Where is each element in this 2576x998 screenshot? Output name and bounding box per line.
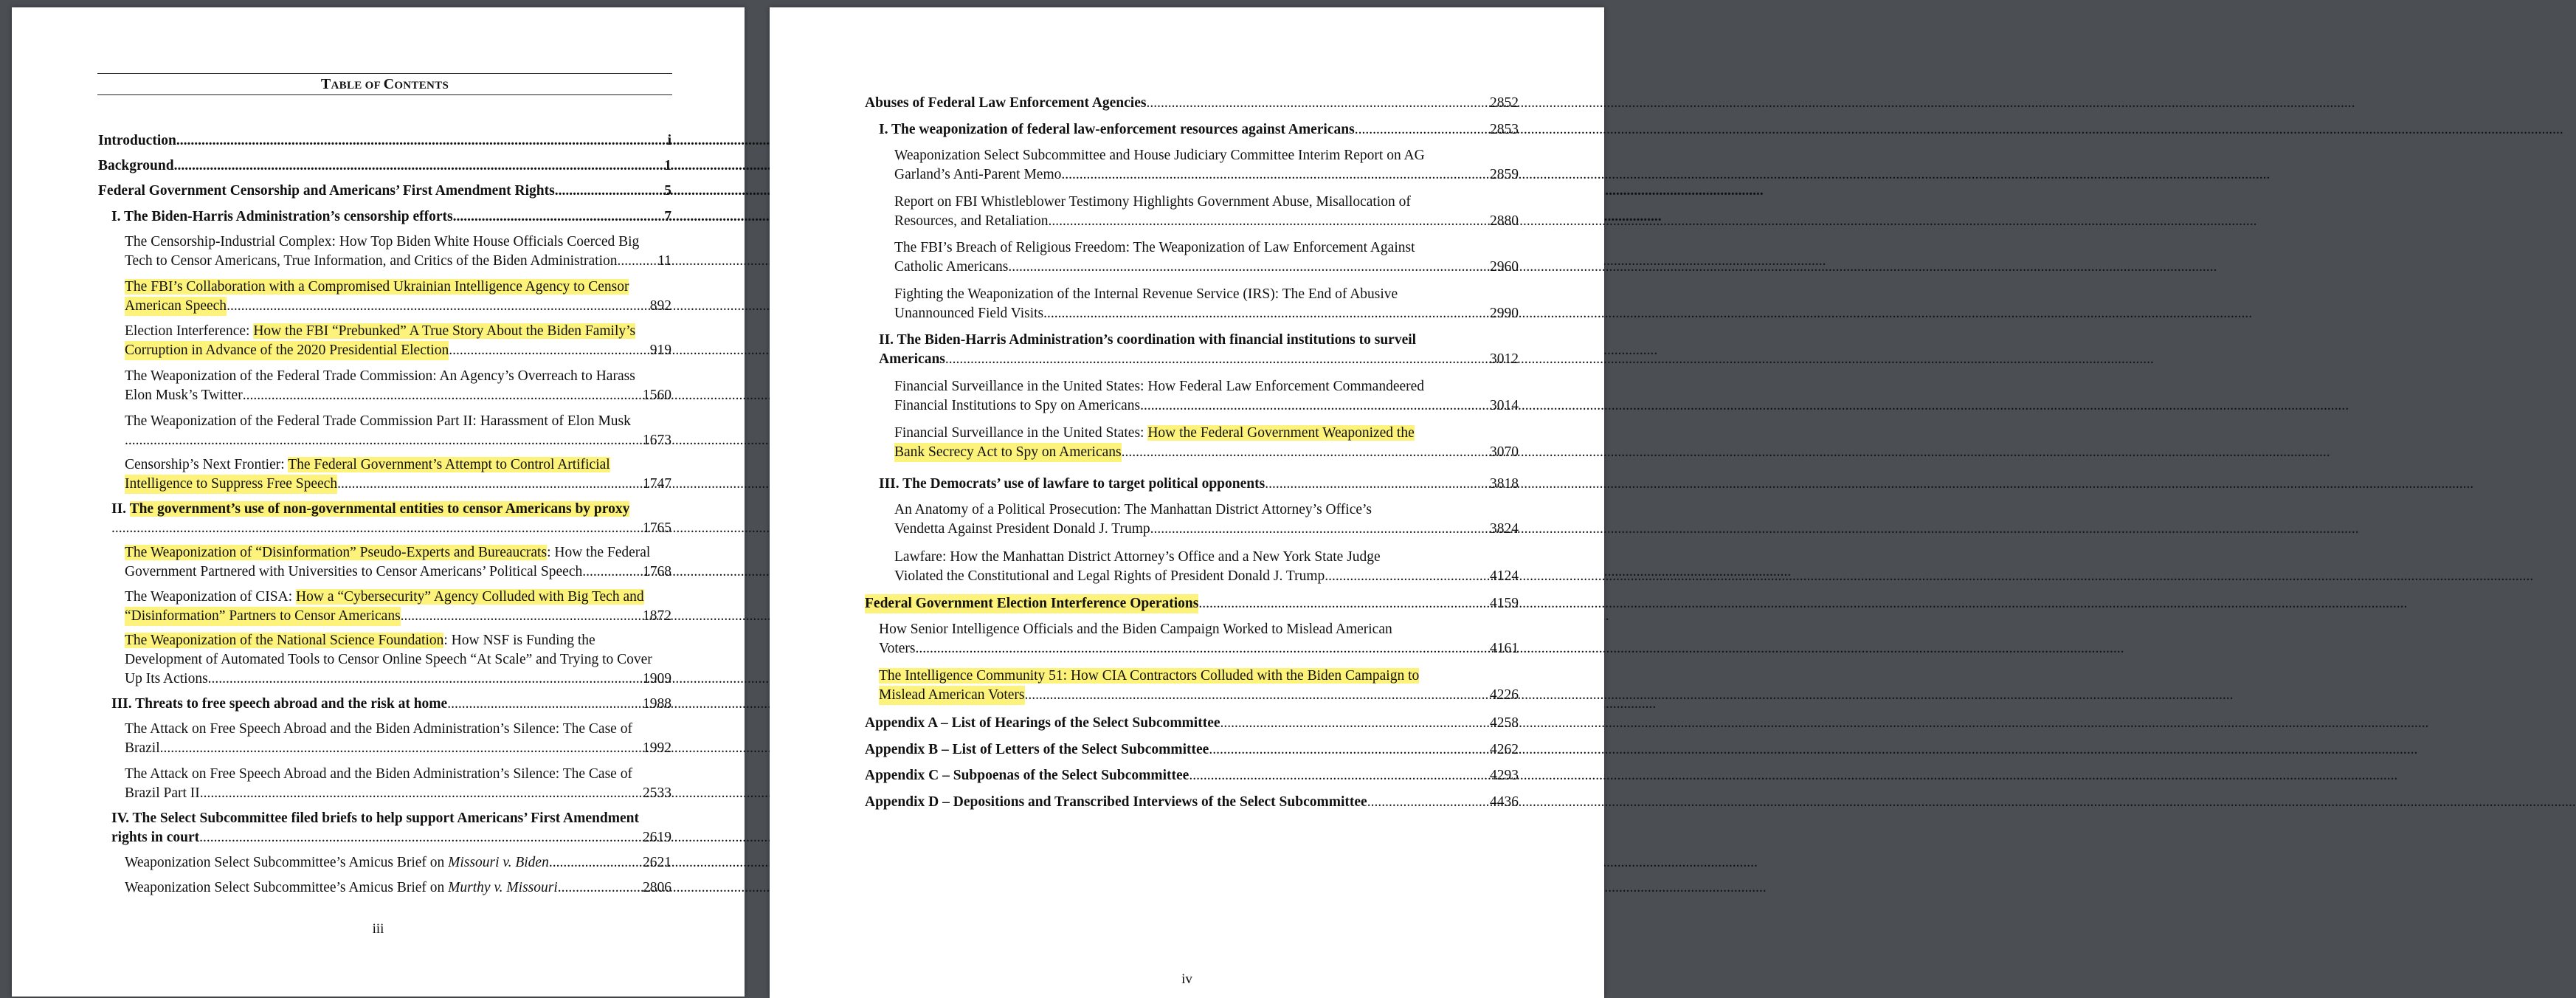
entry-title-line1: The Censorship-Industrial Complex: How Top Biden White House Officials Coerced Big <box>125 234 640 250</box>
entry-title-line1: The FBI’s Breach of Religious Freedom: The Weaponization of Law Enforcement Against <box>894 240 1415 255</box>
toc-entry[interactable] <box>879 475 1519 494</box>
entry-title: Abuses of Federal Law Enforcement Agencies <box>865 95 1147 111</box>
entry-title-line2: rights in court <box>111 830 200 845</box>
entry-page: 4124 <box>1490 568 1519 584</box>
highlighted-text: “Disinformation” Partners to Censor Americans <box>125 607 401 626</box>
toc-entry[interactable] <box>894 548 1519 586</box>
entry-page: 2960 <box>1490 259 1519 275</box>
entry-page: 4258 <box>1490 715 1519 731</box>
highlighted-text: The Federal Government’s Attempt to Control Artificial <box>288 457 610 472</box>
toc-entry[interactable] <box>894 377 1519 416</box>
entry-title-line2: Vendetta Against President Donald J. Trump <box>894 521 1150 537</box>
toc-heading <box>97 73 672 95</box>
entry-title-line1: : How the Federal <box>547 545 651 560</box>
highlighted-text: Federal Government Election Interference Operations <box>865 594 1198 613</box>
entry-title-line2: Violated the Constitutional and Legal Rights of President Donald J. Trump <box>894 568 1325 584</box>
toc-entry[interactable] <box>865 594 1519 613</box>
toc-entry[interactable] <box>98 182 671 201</box>
toc-entry[interactable] <box>125 878 671 898</box>
entry-title-line2: Americans <box>879 351 945 367</box>
entry-title: Appendix C – Subpoenas of the Select Subcommittee <box>865 768 1189 783</box>
highlighted-text: How the FBI “Prebunked” A True Story About the Biden Family’s <box>253 323 636 339</box>
entry-title-line1: Report on FBI Whistleblower Testimony Highlights Government Abuse, Misallocation of <box>894 194 1411 210</box>
entry-title: Federal Government Censorship and Americans’ First Amendment Rights <box>98 183 555 199</box>
entry-page: 2990 <box>1490 306 1519 321</box>
entry-page: 4436 <box>1490 794 1519 810</box>
entry-title: I. The weaponization of federal law-enforcement resources against Americans <box>879 122 1355 137</box>
toc-entry[interactable] <box>125 322 671 360</box>
entry-title: Appendix B – List of Letters of the Select Subcommittee <box>865 742 1209 757</box>
toc-entry[interactable] <box>125 853 671 873</box>
toc-entry[interactable] <box>125 233 671 271</box>
page-number: iv <box>1181 971 1192 987</box>
entry-title-line1: The Weaponization of CISA: <box>125 589 297 605</box>
entry-page: 7 <box>664 209 671 224</box>
entry-page: 3818 <box>1490 476 1519 492</box>
entry-title-line1: Censorship’s Next Frontier: <box>125 457 289 472</box>
highlighted-text: Bank Secrecy Act to Spy on Americans <box>894 443 1122 462</box>
entry-title-line2: Resources, and Retaliation <box>894 213 1049 229</box>
highlighted-text: The Weaponization of the National Science Foundation <box>125 633 444 648</box>
entry-page: 919 <box>649 343 671 358</box>
entry-title-line2: Tech to Censor Americans, True Information, and Critics of the Biden Administration <box>125 253 618 269</box>
highlighted-text: The Weaponization of “Disinformation” Pseudo-Experts and Bureaucrats <box>125 545 548 560</box>
entry-page: 1747 <box>643 476 671 492</box>
entry-title-line2: Voters <box>879 641 916 656</box>
entry-title-line1: Financial Surveillance in the United States: How Federal Law Enforcement Commandeered <box>894 379 1425 394</box>
entry-title-line2: Elon Musk’s Twitter <box>125 388 243 403</box>
toc-entry[interactable] <box>111 695 671 714</box>
highlighted-text: The government’s use of non-governmental entities to censor Americans by proxy <box>129 501 630 517</box>
entry-page: i <box>667 133 671 148</box>
entry-page: 1988 <box>643 696 671 712</box>
entry-title-line2: Garland’s Anti-Parent Memo <box>894 167 1062 182</box>
entry-page: 2853 <box>1490 122 1519 137</box>
entry-title: Introduction <box>98 133 176 148</box>
highlighted-text: The FBI’s Collaboration with a Compromised Ukrainian Intelligence Agency to Censor <box>125 279 629 295</box>
toc-entry[interactable] <box>111 207 671 227</box>
toc-entry[interactable] <box>125 278 671 316</box>
toc-entry[interactable] <box>894 146 1519 185</box>
entry-page: 3012 <box>1490 351 1519 367</box>
entry-page: 3824 <box>1490 521 1519 537</box>
toc-entry[interactable] <box>894 500 1519 539</box>
entry-title-line2: Catholic Americans <box>894 259 1009 275</box>
entry-page: 11 <box>657 253 671 269</box>
toc-entry[interactable] <box>125 631 671 689</box>
toc-entry[interactable] <box>125 765 671 803</box>
toc-entry[interactable] <box>125 543 671 582</box>
entry-title-line1: The Attack on Free Speech Abroad and the Biden Administration’s Silence: The Case of <box>125 766 632 782</box>
entry-title: Appendix A – List of Hearings of the Select Subcommittee <box>865 715 1220 731</box>
highlighted-text: Mislead American Voters <box>879 686 1025 705</box>
toc-entry[interactable] <box>879 120 1519 140</box>
entry-title-line3: Up Its Actions <box>125 671 208 686</box>
entry-page: 4159 <box>1490 596 1519 611</box>
entry-page: 1872 <box>643 608 671 624</box>
entry-title-line1: Election Interference: <box>125 323 254 339</box>
entry-page: 1 <box>664 158 671 173</box>
heading-cap-2: C <box>383 76 395 92</box>
entry-page: 4262 <box>1490 742 1519 757</box>
entry-title: III. Threats to free speech abroad and the risk at home <box>111 696 448 712</box>
toc-entry[interactable] <box>125 720 671 758</box>
case-name: Murthy v. Missouri <box>448 880 558 895</box>
entry-title-line2: Brazil Part II <box>125 785 200 801</box>
entry-title-line1: II. <box>111 501 130 517</box>
entry-title: Weaponization Select Subcommittee’s Amicus Brief on <box>125 880 449 895</box>
entry-title-line1: Weaponization Select Subcommittee and House Judiciary Committee Interim Report on AG <box>894 148 1425 163</box>
toc-entry[interactable] <box>879 667 1519 705</box>
highlighted-text: Corruption in Advance of the 2020 Presidential Election <box>125 341 449 360</box>
toc-entry[interactable] <box>111 500 671 538</box>
entry-page: 2859 <box>1490 167 1519 182</box>
entry-page: 1560 <box>643 388 671 403</box>
entry-title: Appendix D – Depositions and Transcribed Interviews of the Select Subcommittee <box>865 794 1367 810</box>
entry-page: 3014 <box>1490 398 1519 413</box>
entry-title-line2: Brazil <box>125 740 160 756</box>
entry-title-line1: Financial Surveillance in the United States: <box>894 425 1148 441</box>
entry-title-line2: Development of Automated Tools to Censor Online Speech “At Scale” and Trying to Cover <box>125 652 652 667</box>
page-number: iii <box>372 921 384 937</box>
entry-page: 5 <box>664 183 671 199</box>
entry-page: 4293 <box>1490 768 1519 783</box>
entry-page: 892 <box>649 298 671 314</box>
entry-title-line2: Financial Institutions to Spy on Americans <box>894 398 1141 413</box>
toc-entry[interactable] <box>865 714 1519 733</box>
heading-cap: T <box>320 76 331 92</box>
highlighted-text: How a “Cybersecurity” Agency Colluded with Big Tech and <box>296 589 644 605</box>
entry-page: 1768 <box>643 564 671 579</box>
entry-title-line1: : How NSF is Funding the <box>443 633 595 648</box>
entry-page: 1765 <box>643 520 671 536</box>
entry-page: 1992 <box>643 740 671 756</box>
entry-title: Weaponization Select Subcommittee’s Amicus Brief on <box>125 855 449 870</box>
toc-entry[interactable] <box>98 131 671 151</box>
entry-title: Background <box>98 158 174 173</box>
toc-entry[interactable] <box>879 331 1519 369</box>
heading-small-caps: ABLE OF <box>331 80 384 92</box>
entry-page: 1909 <box>643 671 671 686</box>
entry-page: 2619 <box>643 830 671 845</box>
toc-entry[interactable] <box>865 793 1519 812</box>
entry-page: 2852 <box>1490 95 1519 111</box>
toc-entry[interactable] <box>894 424 1519 462</box>
entry-title-line1: II. The Biden-Harris Administration’s coordination with financial institutions to surveil <box>879 332 1417 348</box>
toc-entry[interactable] <box>894 238 1519 277</box>
entry-title: I. The Biden-Harris Administration’s censorship efforts <box>111 209 453 224</box>
entry-title: III. The Democrats’ use of lawfare to target political opponents <box>879 476 1265 492</box>
entry-page: 2621 <box>643 855 671 870</box>
entry-title-line1: How Senior Intelligence Officials and the Biden Campaign Worked to Mislead American <box>879 622 1392 637</box>
heading-small-caps-2: ONTENTS <box>394 80 449 92</box>
entry-title-line2: Unannounced Field Visits <box>894 306 1044 321</box>
entry-title-line1: An Anatomy of a Political Prosecution: The Manhattan District Attorney’s Office’s <box>894 502 1372 517</box>
toc-entry[interactable] <box>125 412 671 450</box>
toc-entry[interactable] <box>865 740 1519 760</box>
toc-entry[interactable] <box>879 620 1519 658</box>
entry-title-line2: Government Partnered with Universities to Censor Americans’ Political Speech <box>125 564 583 579</box>
entry-page: 2806 <box>643 880 671 895</box>
highlighted-text: How the Federal Government Weaponized the <box>1147 425 1415 441</box>
entry-page: 1673 <box>643 433 671 448</box>
case-name: Missouri v. Biden <box>448 855 549 870</box>
entry-page: 2533 <box>643 785 671 801</box>
toc-entry[interactable] <box>894 193 1519 231</box>
toc-entry[interactable] <box>111 809 671 847</box>
entry-page: 3070 <box>1490 444 1519 460</box>
highlighted-text: Intelligence to Suppress Free Speech <box>125 475 337 494</box>
toc-entry[interactable] <box>98 156 671 176</box>
highlighted-text: American Speech <box>125 297 227 316</box>
toc-entry[interactable] <box>125 455 671 494</box>
entry-page: 2880 <box>1490 213 1519 229</box>
toc-entry[interactable] <box>865 766 1519 785</box>
document-page-left <box>12 7 745 997</box>
entry-title-line1: Fighting the Weaponization of the Internal Revenue Service (IRS): The End of Abusive <box>894 286 1398 302</box>
toc-entry[interactable] <box>865 94 1519 113</box>
entry-page: 4226 <box>1490 687 1519 703</box>
document-page-right <box>770 7 1604 998</box>
entry-title-line1: The Weaponization of the Federal Trade Commission: An Agency’s Overreach to Harass <box>125 368 635 384</box>
entry-title-line1: The Weaponization of the Federal Trade Commission Part II: Harassment of Elon Musk <box>125 413 631 429</box>
highlighted-text: The Intelligence Community 51: How CIA Contractors Colluded with the Biden Campaign to <box>879 668 1420 684</box>
toc-entry[interactable] <box>894 285 1519 323</box>
entry-title-line1: Lawfare: How the Manhattan District Attorney’s Office and a New York State Judge <box>894 549 1381 565</box>
toc-entry[interactable] <box>125 367 671 405</box>
entry-title-line1: IV. The Select Subcommittee filed briefs to help support Americans’ First Amendment <box>111 811 639 826</box>
entry-title-line1: The Attack on Free Speech Abroad and the Biden Administration’s Silence: The Case of <box>125 721 632 737</box>
entry-page: 4161 <box>1490 641 1519 656</box>
toc-entry[interactable] <box>125 588 671 626</box>
